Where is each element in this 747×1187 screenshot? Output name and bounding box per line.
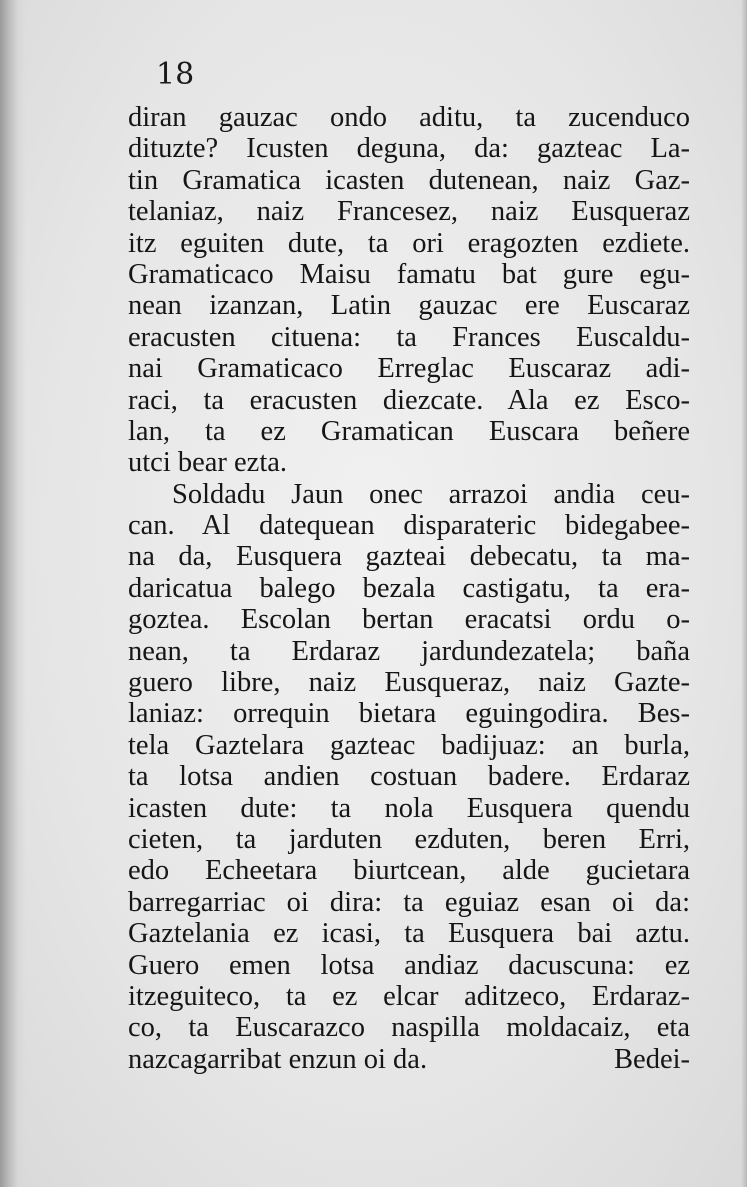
- text-line: diran gauzac ondo aditu, ta zucenduco: [128, 102, 690, 133]
- page-edge-shadow: [741, 0, 747, 1187]
- text-line: co, ta Euscarazco naspilla moldacaiz, eta: [128, 1012, 690, 1044]
- text-line: utci bear ezta.: [128, 447, 288, 479]
- text-line: tela Gaztelara gazteac badijuaz: an burla,: [128, 729, 690, 761]
- text-line: itz eguiten dute, ta ori eragozten ezdiete.: [128, 227, 690, 259]
- text-line: can. Al datequean disparateric bidegabee-: [128, 510, 690, 542]
- paragraph-2: [128, 479, 690, 1075]
- text-line: nean, ta Erdaraz jardundezatela; baña: [128, 635, 690, 667]
- binding-shadow: [0, 0, 26, 1187]
- text-line: na da, Eusquera gazteai debecatu, ta ma-: [128, 541, 690, 573]
- text-line: lan, ta ez Gramatican Euscara beñere: [128, 415, 690, 447]
- text-line: eracusten cituena: ta Frances Euscaldu-: [128, 321, 690, 353]
- text-line: goztea. Escolan bertan eracatsi ordu o-: [128, 604, 690, 636]
- paragraph-1: [128, 102, 690, 479]
- text-line: daricatua balego bezala castigatu, ta era-: [128, 572, 690, 604]
- text-line: nai Gramaticaco Erreglac Euscaraz adi-: [128, 353, 690, 385]
- text-line: ta lotsa andien costuan badere. Erdaraz: [128, 761, 690, 793]
- text-line: dituzte? Icusten deguna, da: gazteac La-: [128, 133, 690, 165]
- text-line: raci, ta eracusten diezcate. Ala ez Esco-: [128, 384, 690, 416]
- text-line: laniaz: orrequin bietara eguingodira. Bes-: [128, 698, 690, 730]
- text-line: nean izanzan, Latin gauzac ere Euscaraz: [128, 290, 690, 322]
- final-line: [128, 1044, 690, 1075]
- page-number: 18: [156, 57, 195, 92]
- text-line: edo Echeetara biurtcean, alde gucietara: [128, 855, 690, 887]
- catchword: Bedei-: [614, 1043, 690, 1075]
- text-line: itzeguiteco, ta ez elcar aditzeco, Erdaraz-: [128, 980, 690, 1012]
- text-line: Guero emen lotsa andiaz dacuscuna: ez: [128, 949, 690, 981]
- text-line: tin Gramatica icasten dutenean, naiz Gaz-: [128, 164, 690, 196]
- text-line: Gaztelania ez icasi, ta Eusquera bai aztu.: [128, 918, 690, 950]
- text-line: cieten, ta jarduten ezduten, beren Erri,: [128, 823, 690, 855]
- text-line: Gramaticaco Maisu famatu bat gure egu-: [128, 258, 690, 290]
- text-line: icasten dute: ta nola Eusquera quendu: [128, 792, 690, 824]
- body-text: [128, 102, 690, 1075]
- text-line: nazcagarribat enzun oi da.: [128, 1043, 428, 1075]
- text-line: Soldadu Jaun onec arrazoi andia ceu-: [172, 478, 690, 510]
- text-line: guero libre, naiz Eusqueraz, naiz Gazte-: [128, 667, 690, 699]
- text-line: barregarriac oi dira: ta eguiaz esan oi da:: [128, 886, 690, 918]
- text-line: telaniaz, naiz Francesez, naiz Eusqueraz: [128, 196, 690, 228]
